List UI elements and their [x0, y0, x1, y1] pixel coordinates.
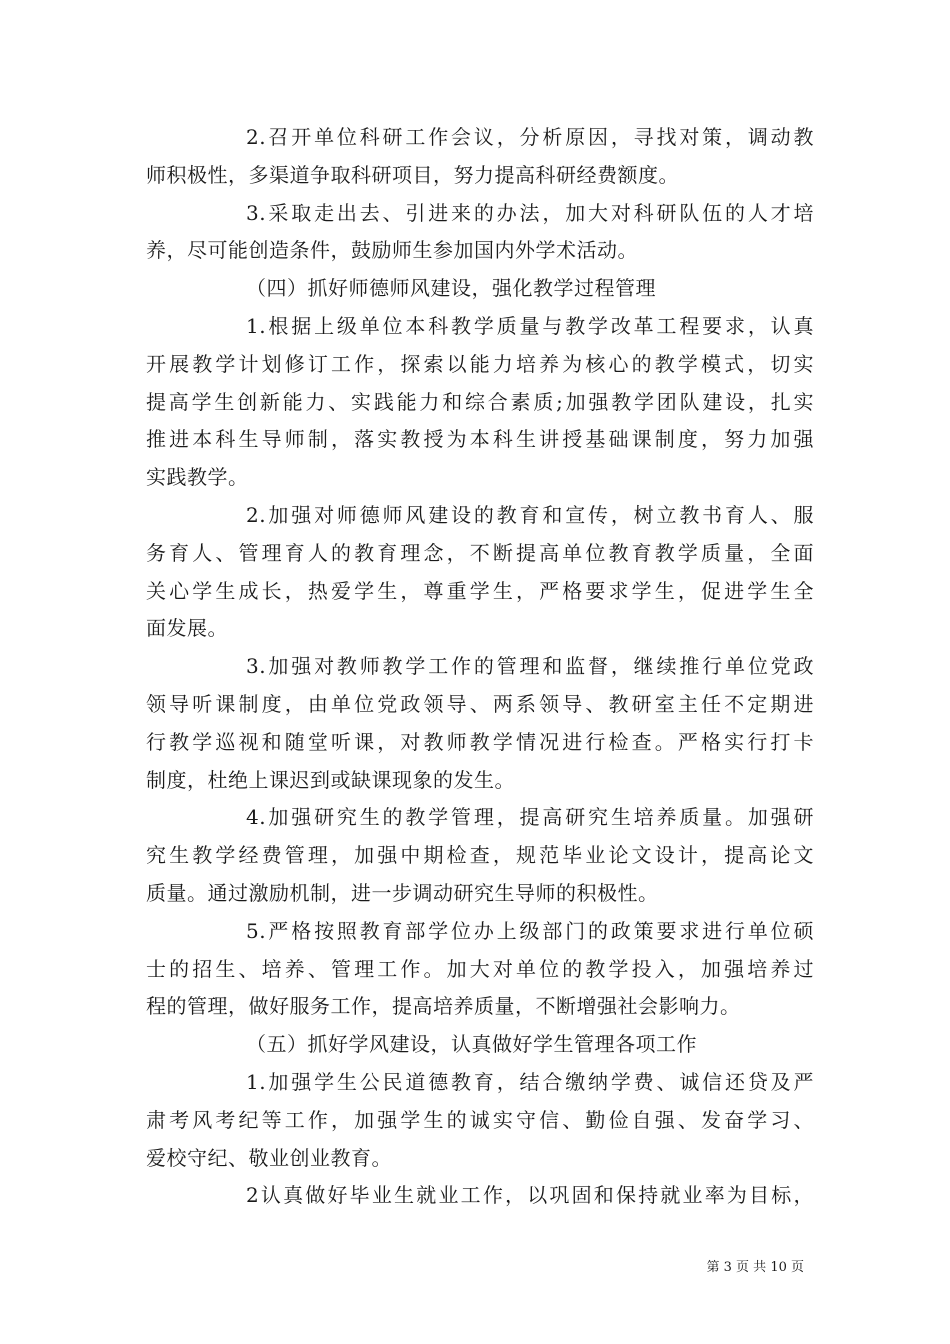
paragraph-line: 1.根据上级单位本科教学质量与教学改革工程要求，认真	[246, 313, 814, 338]
paragraph-line: 4.加强研究生的教学管理，提高研究生培养质量。加强研	[246, 805, 814, 830]
paragraph-line: 2.召开单位科研工作会议，分析原因，寻找对策，调动教	[246, 125, 814, 149]
paragraph-line: 实践教学。	[146, 465, 249, 490]
paragraph-line: 推进本科生导师制，落实教授为本科生讲授基础课制度，努力加强	[146, 427, 814, 452]
paragraph-line: 肃考风考纪等工作，加强学生的诚实守信、勤俭自强、发奋学习、	[146, 1107, 814, 1132]
paragraph-line: 3.采取走出去、引进来的办法，加大对科研队伍的人才培	[246, 200, 814, 225]
section-heading: （四）抓好师德师风建设，强化教学过程管理	[246, 276, 656, 301]
page-number: 第 3 页 共 10 页	[706, 1260, 804, 1275]
section-heading: （五）抓好学风建设，认真做好学生管理各项工作	[246, 1032, 697, 1057]
paragraph-line: 5.严格按照教育部学位办上级部门的政策要求进行单位硕	[246, 918, 814, 943]
paragraph-line: 2认真做好毕业生就业工作，以巩固和保持就业率为目标，	[246, 1183, 814, 1208]
paragraph-line: 师积极性，多渠道争取科研项目，努力提高科研经费额度。	[146, 162, 679, 187]
paragraph-line: 关心学生成长，热爱学生，尊重学生，严格要求学生，促进学生全	[146, 578, 814, 603]
paragraph-line: 养，尽可能创造条件，鼓励师生参加国内外学术活动。	[146, 238, 638, 263]
paragraph-line: 2.加强对师德师风建设的教育和宣传，树立教书育人、服	[246, 502, 814, 527]
paragraph-line: 士的招生、培养、管理工作。加大对单位的教学投入，加强培养过	[146, 956, 814, 981]
paragraph-line: 面发展。	[146, 616, 228, 641]
paragraph-line: 质量。通过激励机制，进一步调动研究生导师的积极性。	[146, 880, 659, 905]
paragraph-line: 制度，杜绝上课迟到或缺课现象的发生。	[146, 767, 515, 792]
paragraph-line: 程的管理，做好服务工作，提高培养质量，不断增强社会影响力。	[146, 994, 741, 1019]
paragraph-line: 3.加强对教师教学工作的管理和监督，继续推行单位党政	[246, 654, 814, 679]
paragraph-line: 爱校守纪、敬业创业教育。	[146, 1145, 392, 1170]
page-footer	[0, 1260, 950, 1276]
paragraph-line: 究生教学经费管理，加强中期检查，规范毕业论文设计，提高论文	[146, 843, 814, 868]
document-body	[146, 119, 814, 1215]
paragraph-line: 务育人、管理育人的教育理念，不断提高单位教育教学质量，全面	[146, 540, 814, 565]
paragraph-line: 行教学巡视和随堂听课，对教师教学情况进行检查。严格实行打卡	[146, 729, 814, 754]
paragraph-line: 1.加强学生公民道德教育，结合缴纳学费、诚信还贷及严	[246, 1069, 814, 1094]
paragraph-line: 领导听课制度，由单位党政领导、两系领导、教研室主任不定期进	[146, 691, 814, 716]
paragraph-line: 开展教学计划修订工作，探索以能力培养为核心的教学模式，切实	[146, 351, 814, 376]
paragraph-line: 提高学生创新能力、实践能力和综合素质;加强教学团队建设，扎实	[146, 389, 814, 414]
